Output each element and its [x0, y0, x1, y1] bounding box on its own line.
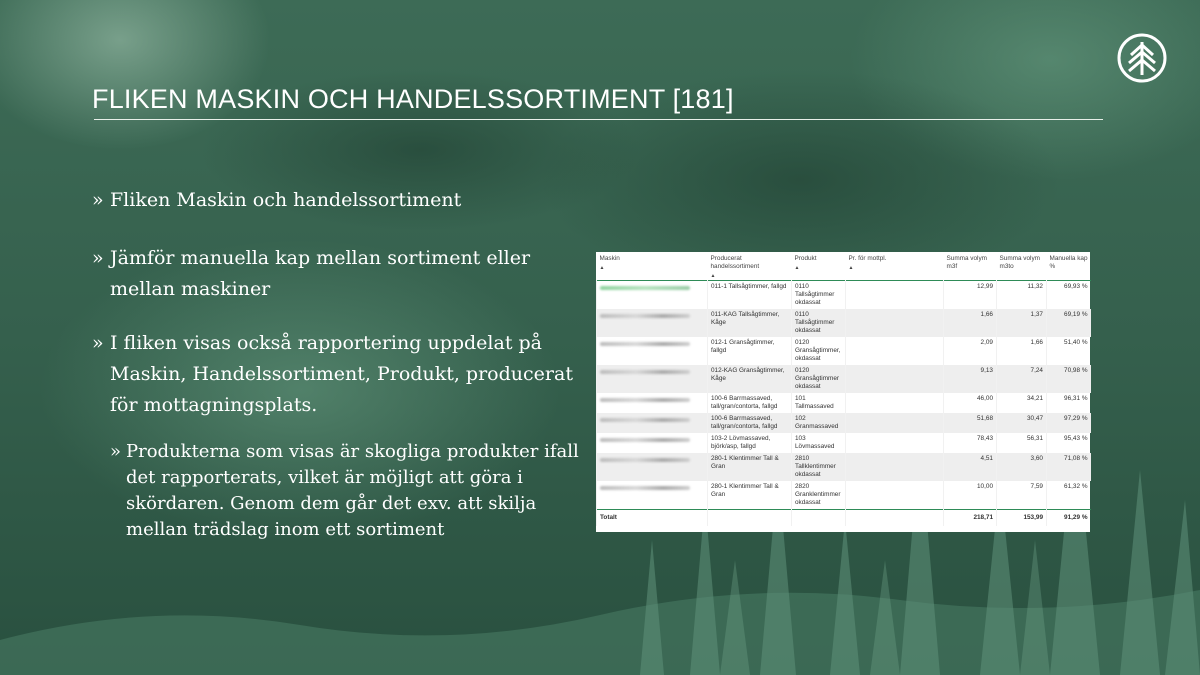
- table-row: [597, 393, 1091, 413]
- pr-for-cell: [846, 433, 944, 453]
- summa-mf-cell: 46,00: [944, 393, 997, 413]
- bullet-marker: »: [110, 441, 122, 462]
- summa-mf-cell: 10,00: [944, 481, 997, 510]
- manuella-cell: 97,29 %: [1047, 413, 1091, 433]
- sort-icon[interactable]: ▲: [848, 265, 854, 271]
- produkt-cell: 103 Lövmassaved: [792, 433, 846, 453]
- summa-mto-cell: 1,37: [997, 309, 1047, 337]
- summa-mf-cell: 2,09: [944, 337, 997, 365]
- table-row: [597, 309, 1091, 337]
- producerat-cell: 011-KAG Tallsågtimmer, Kåge: [708, 309, 792, 337]
- table-row: [597, 453, 1091, 481]
- maskin-cell-blurred: [597, 281, 708, 310]
- bullet-item: [92, 328, 577, 421]
- report-table-screenshot: [596, 252, 1090, 532]
- column-header-producerat[interactable]: Producerat handelssortiment ▲: [708, 252, 792, 281]
- table-row: [597, 481, 1091, 510]
- manuella-cell: 70,98 %: [1047, 365, 1091, 393]
- pr-for-cell: [846, 413, 944, 433]
- column-header-summa-mf[interactable]: Summa volym m3f: [946, 255, 987, 270]
- total-manuella: 91,29 %: [1047, 510, 1091, 527]
- summa-mf-cell: 51,68: [944, 413, 997, 433]
- column-header-summa-mto[interactable]: Summa volym m3to: [999, 255, 1040, 270]
- manuella-cell: 61,32 %: [1047, 481, 1091, 510]
- pr-for-cell: [846, 481, 944, 510]
- produkt-cell: 2810 Tallklentimmer okdassat: [792, 453, 846, 481]
- maskin-cell-blurred: [597, 337, 708, 365]
- summa-mf-cell: 9,13: [944, 365, 997, 393]
- producerat-cell: 100-6 Barrmassaved, tall/gran/contorta, fallgd: [708, 413, 792, 433]
- pr-for-cell: [846, 309, 944, 337]
- table-row: [597, 337, 1091, 365]
- summa-mto-cell: 7,59: [997, 481, 1047, 510]
- producerat-cell: 280-1 Klentimmer Tall & Gran: [708, 481, 792, 510]
- summa-mto-cell: 7,24: [997, 365, 1047, 393]
- slide-title: FLIKEN MASKIN OCH HANDELSSORTIMENT [181]: [92, 84, 734, 114]
- title-divider: [94, 119, 1103, 120]
- table-row: [597, 413, 1091, 433]
- manuella-cell: 71,08 %: [1047, 453, 1091, 481]
- produkt-cell: 0120 Gransågtimmer, okdassat: [792, 337, 846, 365]
- produkt-cell: 0110 Tallsågtimmer okdassat: [792, 281, 846, 310]
- manuella-cell: 96,31 %: [1047, 393, 1091, 413]
- total-summa-mf: 218,71: [944, 510, 997, 527]
- total-summa-mto: 153,99: [997, 510, 1047, 527]
- bullet-text: Jämför manuella kap mellan sortiment eller mellan maskiner: [110, 247, 531, 300]
- total-label: Totalt: [597, 510, 708, 527]
- column-header-produkt[interactable]: Produkt ▲: [792, 252, 846, 281]
- produkt-cell: 0110 Tallsågtimmer okdassat: [792, 309, 846, 337]
- summa-mf-cell: 78,43: [944, 433, 997, 453]
- sort-icon[interactable]: ▲: [710, 273, 716, 279]
- pr-for-cell: [846, 453, 944, 481]
- summa-mto-cell: 3,60: [997, 453, 1047, 481]
- bullet-marker: »: [92, 247, 104, 269]
- bullet-marker: »: [92, 332, 104, 354]
- column-header-pr-for[interactable]: Pr. för mottpl. ▲: [846, 252, 944, 281]
- pr-for-cell: [846, 393, 944, 413]
- summa-mf-cell: 4,51: [944, 453, 997, 481]
- produkt-cell: 102 Granmassaved: [792, 413, 846, 433]
- summa-mto-cell: 1,66: [997, 337, 1047, 365]
- summa-mf-cell: 12,99: [944, 281, 997, 310]
- summa-mto-cell: 11,32: [997, 281, 1047, 310]
- maskin-cell-blurred: [597, 433, 708, 453]
- bullet-text: I fliken visas också rapportering uppdelat på Maskin, Handelssortiment, Produkt, producerat för mottagningsplats.: [110, 332, 573, 416]
- table-row: [597, 365, 1091, 393]
- producerat-cell: 100-6 Barrmassaved, tall/gran/contorta, fallgd: [708, 393, 792, 413]
- maskin-cell-blurred: [597, 309, 708, 337]
- table-row: [597, 433, 1091, 453]
- bullet-item: [92, 185, 577, 216]
- manuella-cell: 69,93 %: [1047, 281, 1091, 310]
- summa-mto-cell: 30,47: [997, 413, 1047, 433]
- summa-mto-cell: 34,21: [997, 393, 1047, 413]
- produkt-cell: 101 Tallmassaved: [792, 393, 846, 413]
- maskin-cell-blurred: [597, 365, 708, 393]
- sort-icon[interactable]: ▲: [599, 265, 605, 271]
- manuella-cell: 51,40 %: [1047, 337, 1091, 365]
- bullet-item: [92, 243, 577, 305]
- producerat-cell: 280-1 Klentimmer Tall & Gran: [708, 453, 792, 481]
- producerat-cell: 011-1 Tallsågtimmer, fallgd: [708, 281, 792, 310]
- producerat-cell: 103-2 Lövmassaved, björk/asp, fallgd: [708, 433, 792, 453]
- table-total-row: [597, 510, 1091, 527]
- maskin-cell-blurred: [597, 413, 708, 433]
- producerat-cell: 012-1 Gransågtimmer, fallgd: [708, 337, 792, 365]
- empty-cell: [708, 510, 792, 527]
- sub-bullet-text: Produkterna som visas är skogliga produkter ifall det rapporterats, vilket är möjligt att göra i skördaren. Genom dem går det exv. att skilja mellan trädslag inom ett sortiment: [126, 441, 579, 540]
- table-header-row: [597, 252, 1091, 281]
- producerat-cell: 012-KAG Gransågtimmer, Kåge: [708, 365, 792, 393]
- produkt-cell: 0120 Gransågtimmer okdassat: [792, 365, 846, 393]
- pr-for-cell: [846, 365, 944, 393]
- maskin-cell-blurred: [597, 453, 708, 481]
- table-row: [597, 281, 1091, 310]
- summa-mto-cell: 56,31: [997, 433, 1047, 453]
- column-header-maskin[interactable]: Maskin ▲: [597, 252, 708, 281]
- sub-bullet-item: [110, 439, 586, 543]
- manuella-cell: 95,43 %: [1047, 433, 1091, 453]
- bullet-marker: »: [92, 189, 104, 211]
- produkt-cell: 2820 Granklentimmer okdassat: [792, 481, 846, 510]
- bullet-list: [92, 185, 577, 543]
- pr-for-cell: [846, 281, 944, 310]
- empty-cell: [846, 510, 944, 527]
- empty-cell: [792, 510, 846, 527]
- tree-logo-icon: [1117, 33, 1167, 83]
- maskin-cell-blurred: [597, 481, 708, 510]
- manuella-cell: 69,19 %: [1047, 309, 1091, 337]
- summa-mf-cell: 1,66: [944, 309, 997, 337]
- bullet-text: Fliken Maskin och handelssortiment: [110, 189, 462, 211]
- column-header-manuella[interactable]: Manuella kap %: [1049, 255, 1088, 270]
- pr-for-cell: [846, 337, 944, 365]
- sort-icon[interactable]: ▲: [794, 265, 800, 271]
- report-table: [596, 252, 1091, 526]
- maskin-cell-blurred: [597, 393, 708, 413]
